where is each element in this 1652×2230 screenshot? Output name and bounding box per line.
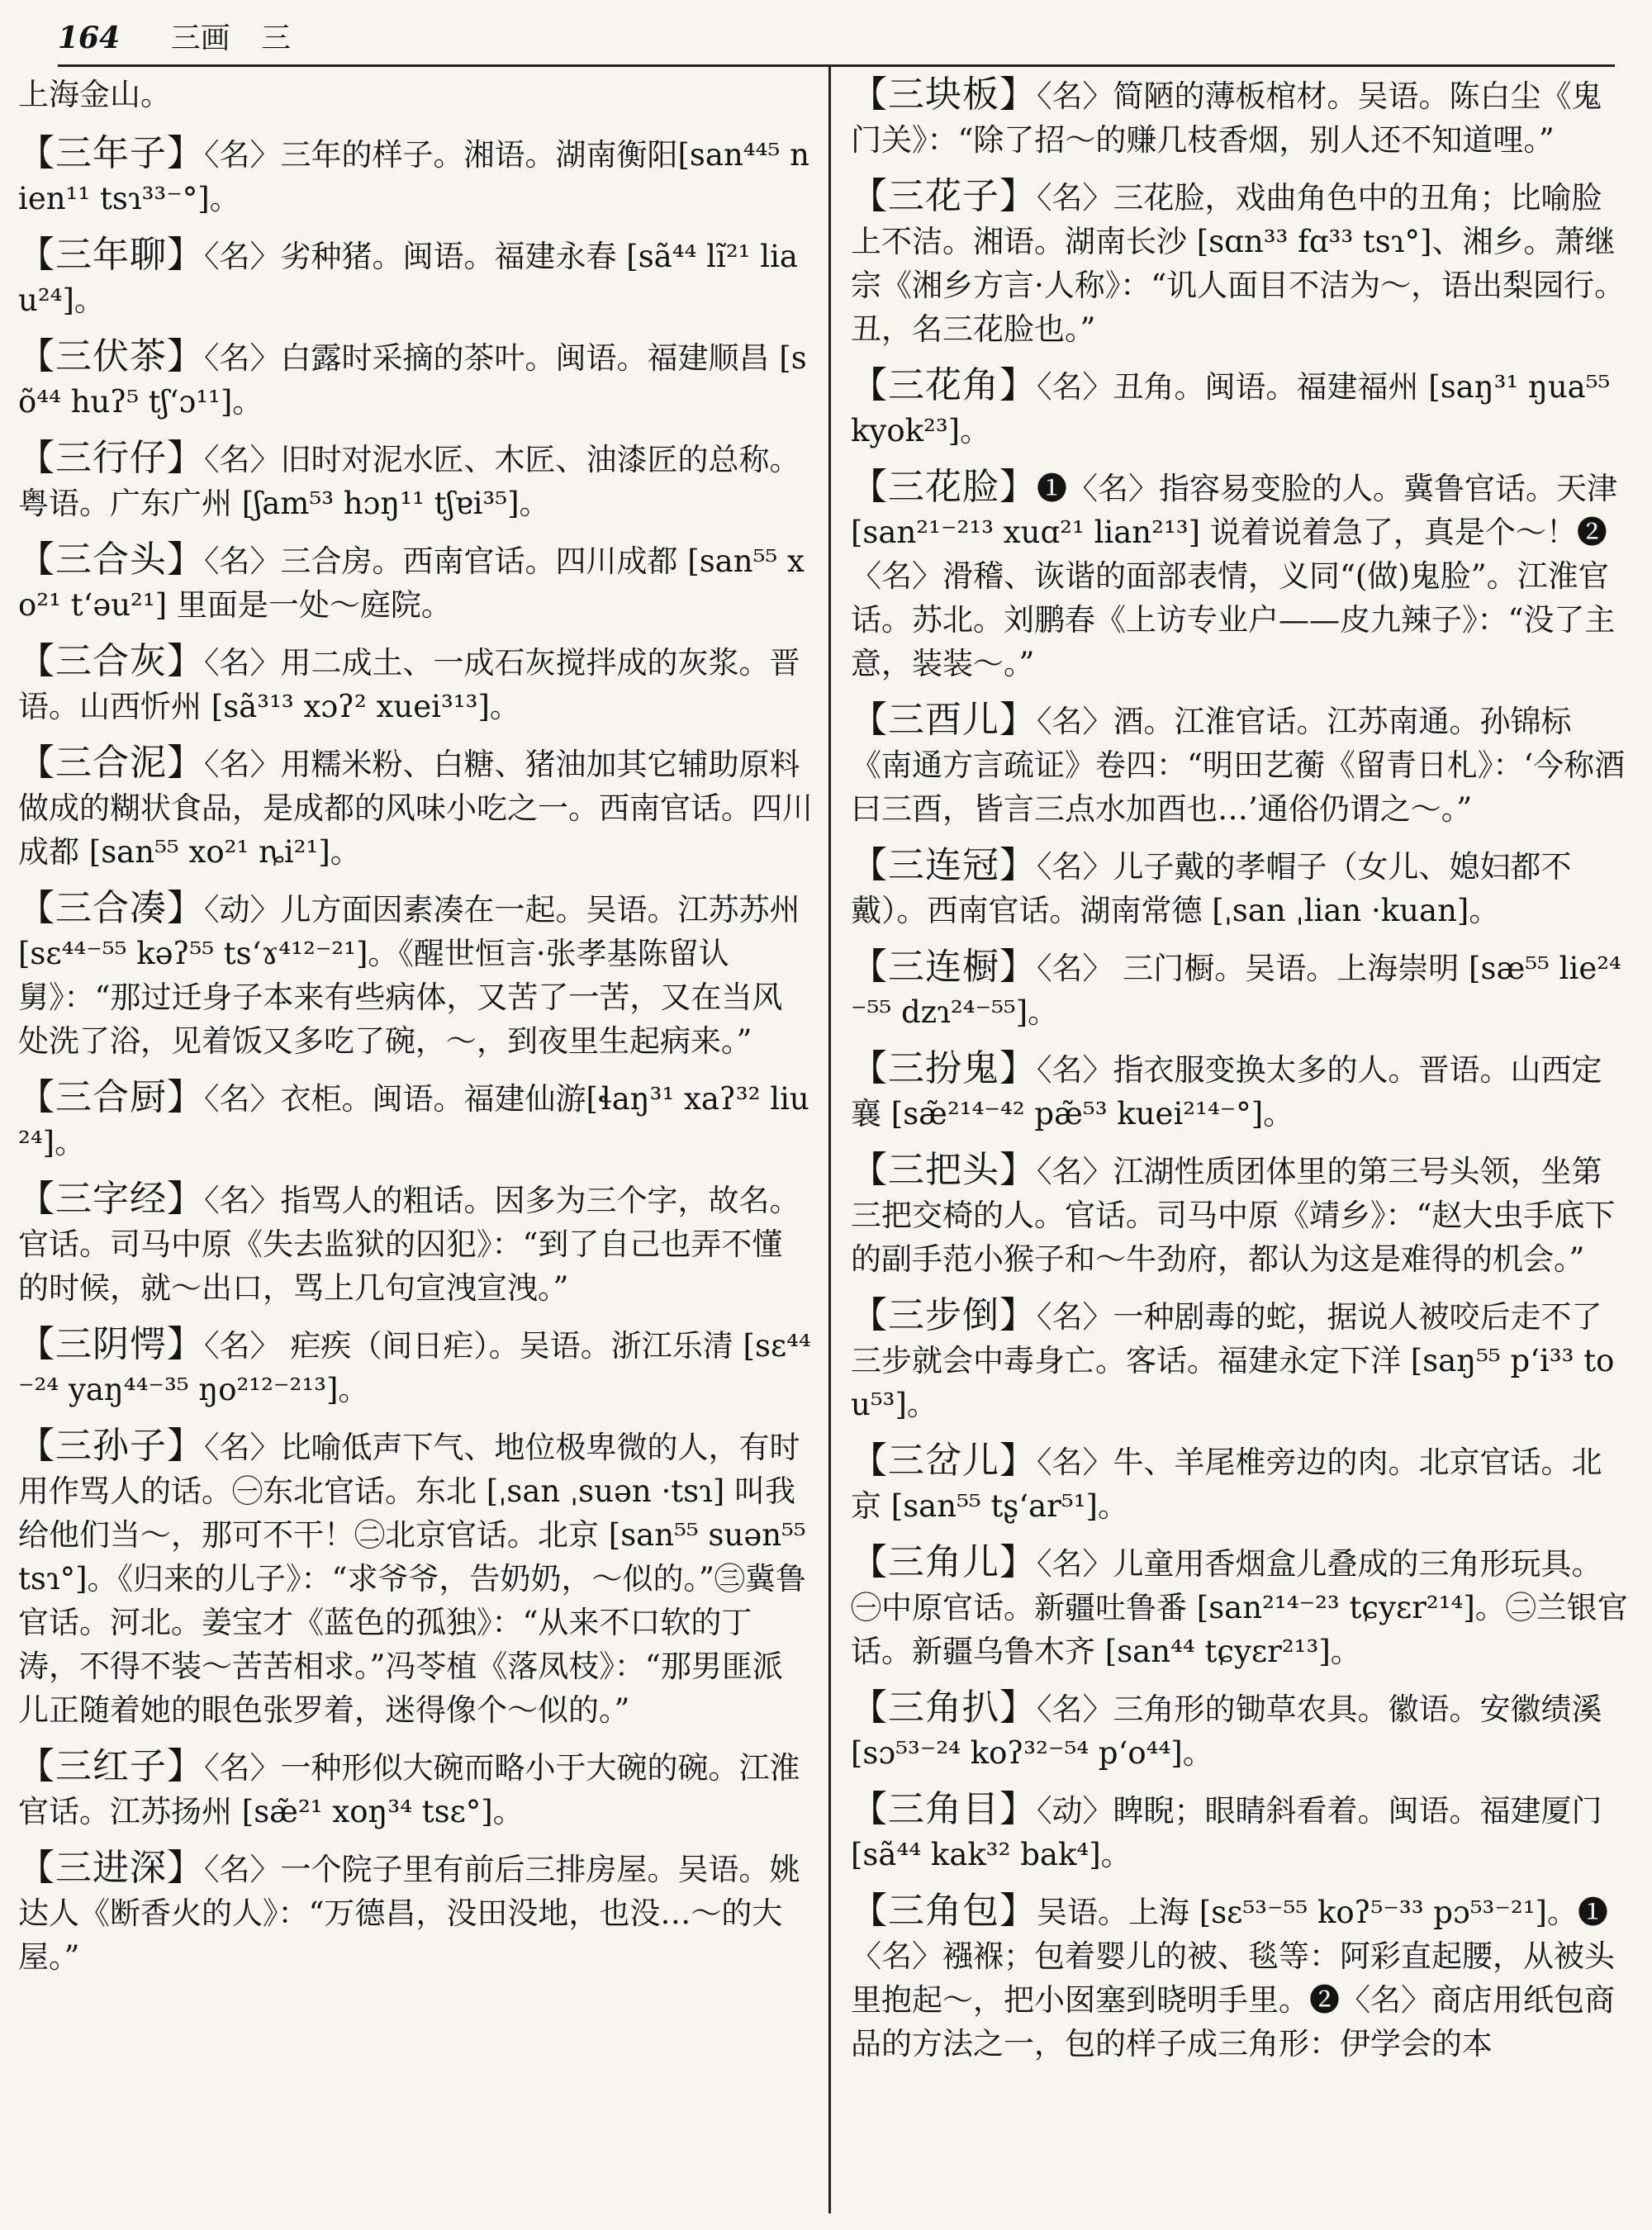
headword: 【三行仔】 (18, 437, 204, 479)
dictionary-entry (851, 73, 1631, 162)
entry-text: 〈名〉指骂人的粗话。因多为三个字，故名。官话。司马中原《失去监狱的囚犯》：“到了自己也弄不懂的时候，就～出口，骂上几句宣洩宣洩。” (18, 1183, 800, 1306)
right-column (851, 73, 1631, 2078)
headword: 【三合泥】 (18, 742, 204, 784)
headword: 【三连冠】 (851, 844, 1037, 886)
dictionary-entry (18, 1424, 813, 1732)
entry-text: 〈动〉睥睨；眼睛斜看着。闽语。福建厦门 [sã⁴⁴ kak³² bak⁴]。 (851, 1793, 1602, 1872)
dictionary-entry (851, 1889, 1631, 2066)
dictionary-entry (851, 1293, 1631, 1426)
header-rule (58, 64, 1615, 67)
dictionary-entry (851, 843, 1631, 932)
dictionary-entry (851, 945, 1631, 1034)
headword: 【三花角】 (851, 364, 1037, 406)
headword: 【三阴愕】 (18, 1323, 204, 1365)
dictionary-entry (18, 741, 813, 874)
dictionary-entry (18, 436, 813, 525)
entry-text: 〈名〉衣柜。闽语。福建仙游[ɬaŋ³¹ xaʔ³² liu²⁴]。 (18, 1081, 809, 1160)
headword: 【三年子】 (18, 132, 204, 174)
headword: 【三合厨】 (18, 1076, 204, 1118)
headword: 【三角目】 (851, 1788, 1037, 1830)
entry-text: 吴语。上海 [sɛ⁵³⁻⁵⁵ koʔ⁵⁻³³ pɔ⁵³⁻²¹]。❶〈名〉襁褓；包着婴儿的被、毯等：阿彩直起腰，从被头里抱起～，把小囡塞到晓明手里。❷〈名〉商店用纸包商品的方法之一，包的样子成三角形：伊学会的本 (851, 1895, 1615, 2062)
entry-text: 〈名〉 三门橱。吴语。上海崇明 [sæ⁵⁵ lie²⁴⁻⁵⁵ dzɿ²⁴⁻⁵⁵]。 (851, 951, 1621, 1030)
dictionary-entry (851, 174, 1631, 351)
headword: 【三花子】 (851, 175, 1037, 217)
headword: 【三孙子】 (18, 1425, 204, 1467)
headword: 【三岔儿】 (851, 1440, 1037, 1482)
entry-text: 〈名〉江湖性质团体里的第三号头领，坐第三把交椅的人。官话。司马中原《靖乡》：“赵大虫手底下的副手范小猴子和～牛劲府，都认为这是难得的机会。” (851, 1154, 1616, 1277)
entry-text: 〈名〉三花脸，戏曲角色中的丑角；比喻脸上不洁。湘语。湖南长沙 [sɑn³³ fɑ³³ tsɿ°]、湘乡。萧继宗《湘乡方言·人称》：“讥人面目不洁为～，语出梨园行。丑，名三花脸也。” (851, 180, 1626, 347)
dictionary-entry (18, 1177, 813, 1310)
dictionary-entry (851, 1686, 1631, 1775)
headword: 【三合凑】 (18, 887, 204, 929)
headword: 【三角扒】 (851, 1687, 1037, 1729)
headword: 【三年聊】 (18, 234, 204, 276)
dictionary-entry (18, 639, 813, 728)
entry-text: 〈动〉儿方面因素凑在一起。吴语。江苏苏州 [sɛ⁴⁴⁻⁵⁵ kəʔ⁵⁵ tsʻɤ⁴¹²⁻²¹]。《醒世恒言·张孝基陈留认舅》：“那过迁身子本来有些病体，又苦了一苦，又在当风处洗了浴，见着饭又多吃了碗，～，到夜里生起病来。” (18, 892, 800, 1059)
headword: 【三合灰】 (18, 640, 204, 682)
dictionary-entry (18, 1744, 813, 1834)
entry-text: 上海金山。 (18, 77, 171, 112)
headword: 【三扮鬼】 (851, 1047, 1037, 1089)
entry-text: ❶〈名〉指容易变脸的人。冀鲁官话。天津 [san²¹⁻²¹³ xuɑ²¹ lian²¹³] 说着说着急了，真是个～！❷〈名〉滑稽、诙谐的面部表情，义同“(做)鬼脸”。江淮官话。苏北。刘鹏春《上访专业户——皮九辣子》：“没了主意，装装～。” (851, 471, 1617, 681)
dictionary-entry (851, 698, 1631, 831)
headword: 【三伏茶】 (18, 335, 204, 377)
dictionary-entry (851, 1046, 1631, 1136)
dictionary-entry (851, 1787, 1631, 1877)
headword: 【三块板】 (851, 74, 1037, 116)
dictionary-entry (851, 363, 1631, 453)
headword: 【三步倒】 (851, 1294, 1037, 1336)
dictionary-entry (851, 1148, 1631, 1281)
entry-text: 〈名〉 疟疾（间日疟）。吴语。浙江乐清 [sɛ⁴⁴⁻²⁴ yaŋ⁴⁴⁻³⁵ ŋo²¹²⁻²¹³]。 (18, 1328, 811, 1407)
entry-text: 〈名〉旧时对泥水匠、木匠、油漆匠的总称。粤语。广东广州 [ʃam⁵³ hɔŋ¹¹ tʃɐi³⁵]。 (18, 442, 800, 521)
entry-text: 〈名〉一种形似大碗而略小于大碗的碗。江淮官话。江苏扬州 [sæ̃²¹ xoŋ³⁴ tsɛ°]。 (18, 1750, 800, 1829)
entry-text: 〈名〉用糯米粉、白糖、猪油加其它辅助原料做成的糊状食品，是成都的风味小吃之一。西南官话。四川成都 [san⁵⁵ xo²¹ ȵi²¹]。 (18, 747, 813, 870)
headword: 【三酉儿】 (851, 699, 1037, 741)
entry-text: 〈名〉三合房。西南官话。四川成都 [san⁵⁵ xo²¹ tʻəu²¹] 里面是一处～庭院。 (18, 543, 805, 623)
dictionary-entry (18, 131, 813, 221)
entry-text: 〈名〉比喻低声下气、地位极卑微的人，有时用作骂人的话。㊀东北官话。东北 [ˌsan ˌsuən ·tsɿ] 叫我给他们当～，那可不干！㊁北京官话。北京 [san⁵⁵ suən⁵⁵ tsɿ°]。《归来的儿子》：“求爷爷，告奶奶，～似的。”㊂冀鲁官话。河北。姜宝才《蓝色的孤独》：“从来不口软的丁涛，不得不装～苦苦相求。”冯苓植《落凤枝》：“那男匪派儿正随着她的眼色张罗着，迷得像个～似的。” (18, 1430, 806, 1728)
dictionary-entry (18, 233, 813, 322)
entry-text: 〈名〉三年的样子。湘语。湖南衡阳[san⁴⁴⁵ nien¹¹ tsɿ³³⁻°]。 (18, 137, 809, 216)
entry-text: 〈名〉用二成土、一成石灰搅拌成的灰浆。晋语。山西忻州 [sã³¹³ xɔʔ² xuei³¹³]。 (18, 645, 800, 724)
headword: 【三连橱】 (851, 946, 1037, 988)
entry-text: 〈名〉一种剧毒的蛇，据说人被咬后走不了三步就会中毒身亡。客话。福建永定下洋 [saŋ⁵⁵ pʻi³³ tou⁵³]。 (851, 1299, 1615, 1422)
entry-text: 〈名〉三角形的锄草农具。徽语。安徽绩溪 [sɔ⁵³⁻²⁴ koʔ³²⁻⁵⁴ pʻo⁴⁴]。 (851, 1691, 1602, 1771)
headword: 【三合头】 (18, 539, 204, 581)
dictionary-entry (851, 1540, 1631, 1673)
dictionary-entry (18, 538, 813, 627)
dictionary-entry (18, 1846, 813, 1979)
entry-text: 〈名〉酒。江淮官话。江苏南通。孙锦标《南通方言疏证》卷四：“明田艺蘅《留青日札》：‘今称酒曰三酉，皆言三点水加酉也…’通俗仍谓之～。” (851, 704, 1626, 827)
entry-text: 〈名〉简陋的薄板棺材。吴语。陈白尘《鬼门关》：“除了招～的赚几枝香烟，别人还不知道哩。” (851, 78, 1602, 158)
dictionary-entry (18, 1322, 813, 1412)
entry-text: 〈名〉一个院子里有前后三排房屋。吴语。姚达人《断香火的人》：“万德昌，没田没地，也没…～的大屋。” (18, 1852, 800, 1975)
dictionary-entry (851, 1439, 1631, 1528)
headword: 【三角包】 (851, 1890, 1037, 1932)
left-column (18, 73, 813, 1991)
page-header (58, 15, 1611, 61)
dictionary-entry (18, 334, 813, 424)
dictionary-entry (851, 465, 1631, 686)
page-number: 164 (58, 21, 121, 55)
dictionary-entry (18, 73, 813, 116)
headword: 【三进深】 (18, 1847, 204, 1889)
entry-text: 〈名〉牛、羊尾椎旁边的肉。北京官话。北京 [san⁵⁵ tʂʻar⁵¹]。 (851, 1445, 1602, 1524)
headword: 【三字经】 (18, 1178, 204, 1220)
headword: 【三角儿】 (851, 1541, 1037, 1583)
dictionary-entry (18, 886, 813, 1063)
entry-text: 〈名〉劣种猪。闽语。福建永春 [sã⁴⁴ lĩ²¹ liau²⁴]。 (18, 239, 798, 318)
headword: 【三花脸】 (851, 466, 1037, 508)
dictionary-entry (18, 1075, 813, 1165)
entry-text: 〈名〉白露时采摘的茶叶。闽语。福建顺昌 [sõ⁴⁴ huʔ⁵ tʃʻɔ¹¹]。 (18, 340, 807, 420)
stroke-section: 三画 (170, 21, 230, 55)
entry-text: 〈名〉儿童用香烟盒儿叠成的三角形玩具。㊀中原官话。新疆吐鲁番 [san²¹⁴⁻²³ tɕyɛr²¹⁴]。㊁兰银官话。新疆乌鲁木齐 [san⁴⁴ tɕyɛr²¹³]。 (851, 1546, 1628, 1669)
header-char: 三 (261, 21, 292, 55)
headword: 【三把头】 (851, 1149, 1037, 1191)
entry-text: 〈名〉指衣服变换太多的人。晋语。山西定襄 [sæ̃²¹⁴⁻⁴² pæ̃⁵³ kuei²¹⁴⁻°]。 (851, 1052, 1602, 1132)
headword: 【三红子】 (18, 1745, 204, 1787)
column-divider (828, 66, 831, 2213)
entry-text: 〈名〉儿子戴的孝帽子（女儿、媳妇都不戴）。西南官话。湖南常德 [ˌsan ˌlian ·kuan]。 (851, 849, 1572, 928)
entry-text: 〈名〉丑角。闽语。福建福州 [saŋ³¹ ŋua⁵⁵ kyok²³]。 (851, 369, 1611, 448)
